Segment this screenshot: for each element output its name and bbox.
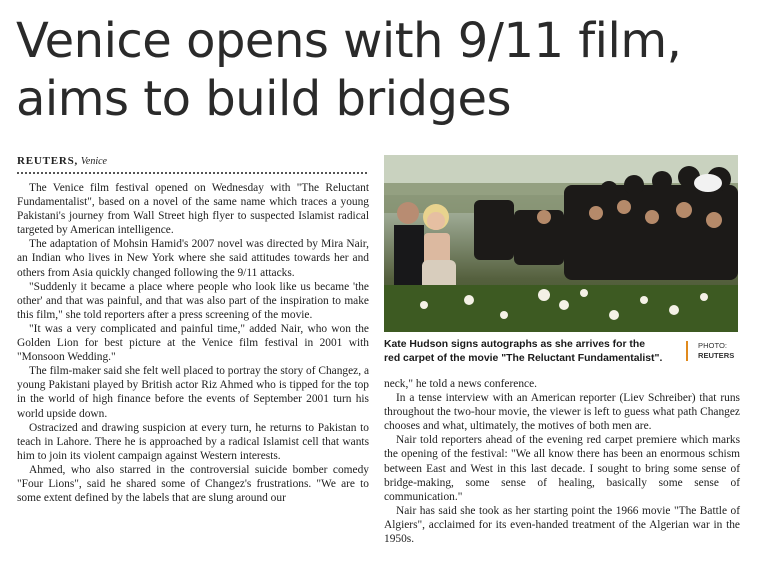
- paragraph: Nair told reporters ahead of the evening red carpet premiere which marks the opening of the festival: "We all know there has been an enormous schism between East and West in this last decade. I sought to bring some sense of bridge-making, some sense of healing, basically some sense of communication.": [384, 434, 740, 503]
- paragraph: The adaptation of Mohsin Hamid's 2007 novel was directed by Mira Nair, an Indian who lives in New York where she said attitudes towards her and others from Asia quickly changed following the 9/11 attacks.: [17, 238, 369, 279]
- paragraph: "Suddenly it became a place where people who look like us became 'the other' and that was painful, and that was also part of the inspiration to make this film," she told reporters after a press screening of the movie.: [17, 280, 369, 321]
- paragraph: The film-maker said she felt well placed to portray the story of Changez, a young Pakistani played by British actor Riz Ahmed who is tipped for the top in the world of high finance before the events of September 2001 turn his world upside down.: [17, 365, 369, 420]
- dotted-rule: [17, 172, 367, 174]
- byline-source: REUTERS,: [17, 155, 79, 167]
- paragraph: "It was a very complicated and painful time," added Nair, who won the Golden Lion for best picture at the Venice film festival in 2001 with "Monsoon Wedding.": [17, 322, 369, 364]
- paragraph: In a tense interview with an American reporter (Liev Schreiber) that runs throughout the two-hour movie, the viewer is left to guess what path Changez chooses and what, ultimately, the motives of both men are.: [384, 392, 740, 433]
- photo-credit: [698, 341, 734, 361]
- paragraph: Ahmed, who also starred in the controversial suicide bomber comedy "Four Lions", said he shared some of Changez's frustrations. "We are to some extent defined by the labels that are slung around our: [17, 463, 369, 505]
- article-headline: Venice opens with 9/11 film, aims to build bridges: [16, 13, 682, 127]
- paragraph: The Venice film festival opened on Wednesday with "The Reluctant Fundamentalist", based on a novel of the same name which traces a young Pakistani's journey from Wall Street high flyer to suspected Islamist radical targeted by American intelligence.: [17, 182, 369, 237]
- photo-credit-agency: REUTERS: [698, 351, 735, 360]
- paragraph: Ostracized and drawing suspicion at every turn, he returns to Pakistan to teach in Lahore. There he is approached by a radical Islamist cell that wants him to join its violent campaign against Western interests.: [17, 421, 369, 462]
- photo-credit-label: PHOTO:: [698, 341, 727, 350]
- byline-location: Venice: [80, 156, 107, 167]
- credit-divider: [686, 341, 688, 361]
- article-column-2: [384, 377, 740, 546]
- photo-caption: Kate Hudson signs autographs as she arrives for the red carpet of the movie "The Reluctant Fundamentalist".: [384, 339, 663, 364]
- byline: [17, 155, 107, 167]
- news-photo: [384, 155, 738, 332]
- article-column-1: [17, 181, 369, 505]
- paragraph: Nair has said she took as her starting point the 1966 movie "The Battle of Algiers", acclaimed for its even-handed treatment of the Algerian war in the 1950s.: [384, 504, 740, 546]
- paragraph: neck," he told a news conference.: [384, 378, 537, 390]
